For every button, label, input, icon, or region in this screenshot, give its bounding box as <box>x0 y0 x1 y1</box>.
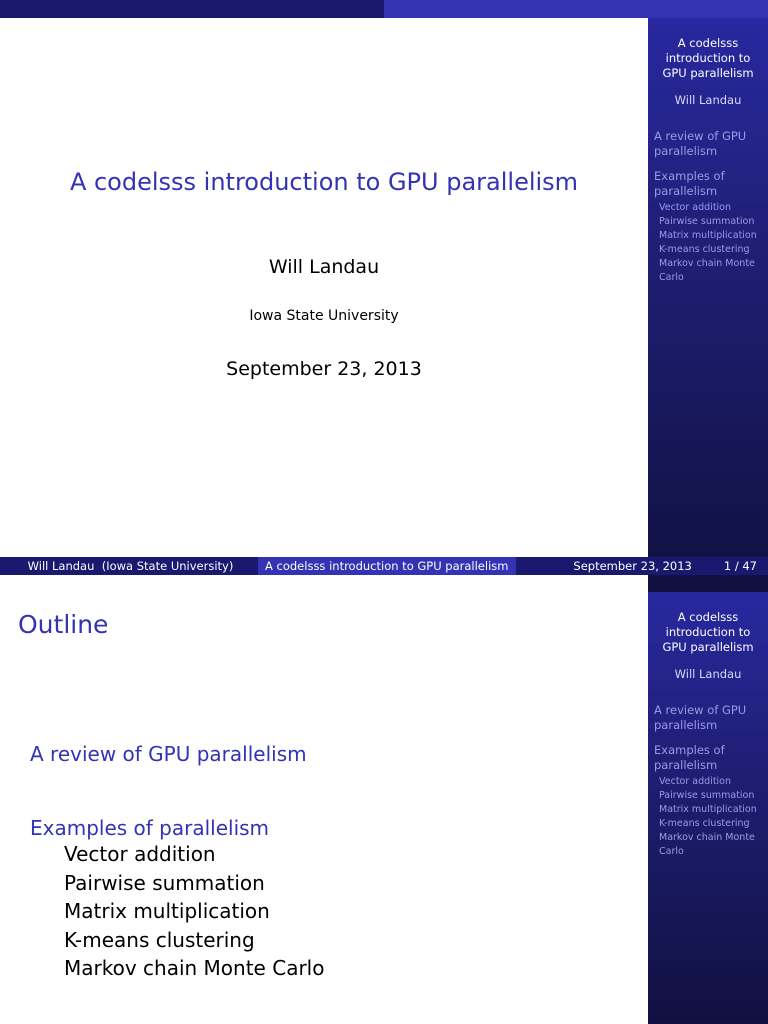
footer-title: A codelsss introduction to GPU parallelism <box>258 557 516 575</box>
sidebar-sub-matrix-multiplication[interactable]: Matrix multiplication <box>659 804 757 815</box>
sidebar-subsections <box>654 775 768 859</box>
sidebar-sections <box>648 703 768 859</box>
sidebar-author: Will Landau <box>674 93 742 107</box>
toc-sub-vector-addition[interactable]: Vector addition <box>64 842 216 866</box>
sidebar <box>648 18 768 592</box>
sidebar-sections <box>648 129 768 285</box>
sidebar-section-label[interactable]: Examples of parallelism <box>654 743 725 772</box>
footer-bar <box>0 557 768 575</box>
sidebar-sub-matrix-multiplication[interactable]: Matrix multiplication <box>659 230 757 241</box>
sidebar-section-review[interactable]: A review of GPU parallelism <box>654 129 747 158</box>
sidebar-title[interactable]: A codelsss introduction to GPU parallelism <box>662 610 754 654</box>
sidebar-sub-kmeans[interactable]: K-means clustering <box>659 244 750 255</box>
sidebar-section-label[interactable]: Examples of parallelism <box>654 169 725 198</box>
sidebar-sub-pairwise-summation[interactable]: Pairwise summation <box>659 790 755 801</box>
presentation-author: Will Landau <box>268 256 380 278</box>
toc-section-review[interactable]: A review of GPU parallelism <box>30 742 307 766</box>
sidebar-subsections <box>654 201 768 285</box>
sidebar <box>648 592 768 1024</box>
footer-right <box>516 557 768 575</box>
toc-sub-kmeans[interactable]: K-means clustering <box>64 927 255 952</box>
footer-date: September 23, 2013 <box>573 559 692 573</box>
sidebar-section-examples[interactable] <box>654 743 768 859</box>
sidebar-sub-kmeans[interactable]: K-means clustering <box>659 818 750 829</box>
sidebar-sub-pairwise-summation[interactable]: Pairwise summation <box>659 216 755 227</box>
presentation-date: September 23, 2013 <box>226 358 422 380</box>
presentation-title: A codelsss introduction to GPU parallelism <box>69 168 579 196</box>
sidebar-sub-mcmc[interactable]: Markov chain Monte Carlo <box>659 832 755 857</box>
toc-section-examples[interactable]: Examples of parallelism <box>30 816 270 840</box>
footer-page-number: 1 / 47 <box>723 559 757 573</box>
sidebar-sub-vector-addition[interactable]: Vector addition <box>659 202 732 213</box>
header-bar-left <box>0 0 384 18</box>
sidebar-sub-mcmc[interactable]: Markov chain Monte Carlo <box>659 258 755 283</box>
table-of-contents <box>30 742 324 983</box>
sidebar-section-review[interactable]: A review of GPU parallelism <box>654 703 747 732</box>
sidebar-sub-vector-addition[interactable]: Vector addition <box>659 776 732 787</box>
header-bar <box>0 0 768 18</box>
presentation-institute: Iowa State University <box>249 308 399 324</box>
toc-sub-matrix-multiplication[interactable]: Matrix multiplication <box>64 899 270 923</box>
sidebar-section-examples[interactable] <box>654 169 768 285</box>
sidebar-title[interactable]: A codelsss introduction to GPU parallelism <box>662 36 754 80</box>
sidebar-author: Will Landau <box>674 667 742 681</box>
header-bar-right <box>384 0 768 18</box>
toc-sub-mcmc[interactable]: Markov chain Monte Carlo <box>64 956 325 980</box>
frame-title: Outline <box>18 610 109 639</box>
slide-outline <box>0 592 768 1024</box>
footer-author: Will Landau (Iowa State University) <box>0 557 258 575</box>
toc-sub-pairwise-summation[interactable]: Pairwise summation <box>64 870 265 895</box>
